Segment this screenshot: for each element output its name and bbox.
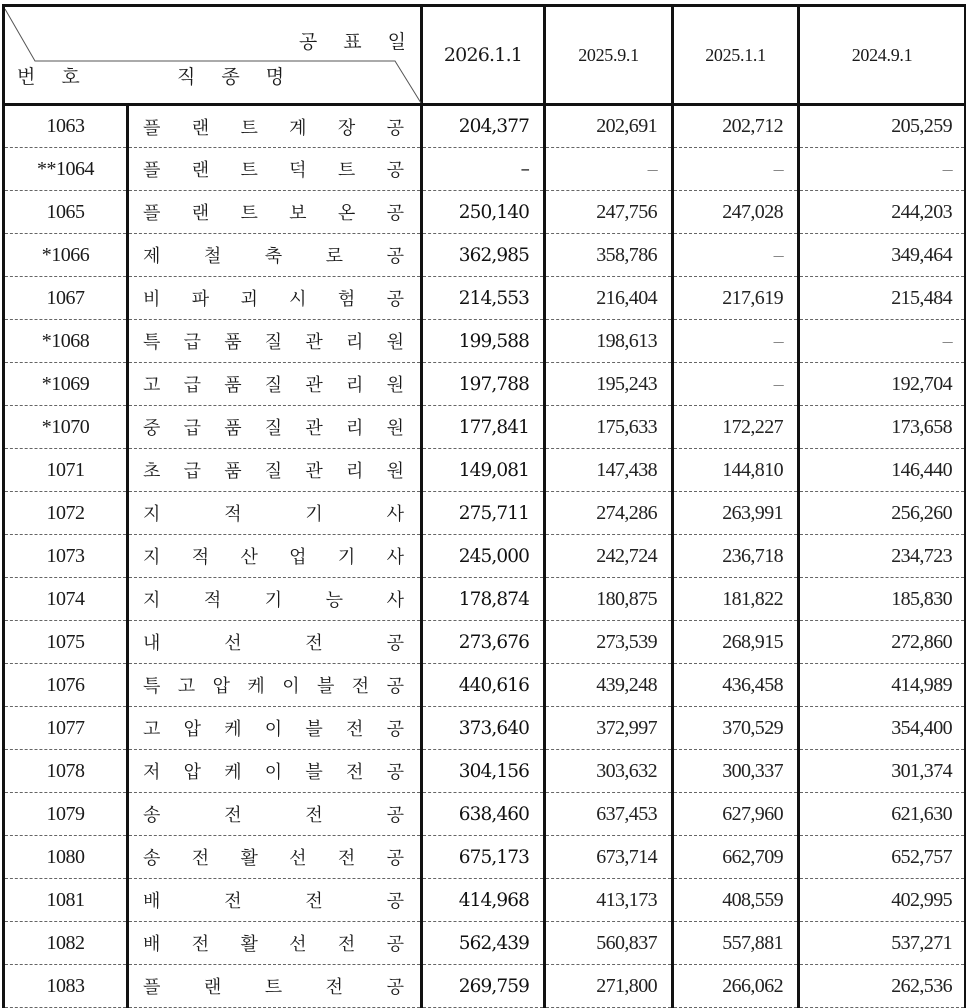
wage-value-2026.1.1: 638,460 xyxy=(422,793,545,836)
job-name-char: 공 xyxy=(386,203,404,224)
wage-value-2025.9.1: 673,714 xyxy=(545,836,673,879)
wage-value-2025.9.1: 242,724 xyxy=(545,535,673,578)
job-name-char: 압 xyxy=(183,719,201,740)
job-name-char: 전 xyxy=(325,977,344,998)
job-name-char: 관 xyxy=(305,418,323,439)
job-number: *1066 xyxy=(4,234,128,277)
job-name-char: 전 xyxy=(337,934,356,955)
wage-value-2025.1.1: 408,559 xyxy=(673,879,799,922)
job-name xyxy=(128,535,422,578)
job-name-char: 리 xyxy=(345,332,364,353)
table-row xyxy=(4,191,966,234)
job-name-char: 송 xyxy=(143,805,161,826)
job-name-char: 괴 xyxy=(240,289,258,310)
job-name-char: 플 xyxy=(143,203,161,224)
job-name-char: 능 xyxy=(325,590,344,611)
job-name-char: 품 xyxy=(224,332,242,353)
job-name xyxy=(128,965,422,1008)
table-row xyxy=(4,320,966,363)
job-name xyxy=(128,793,422,836)
job-number: 1077 xyxy=(4,707,128,750)
wage-value-2026.1.1: 562,439 xyxy=(422,922,545,965)
job-name-char: 공 xyxy=(386,891,404,912)
date-header-2: 2025.9.1 xyxy=(545,6,673,105)
job-name-char: 품 xyxy=(224,418,242,439)
job-name-char: 블 xyxy=(305,762,323,783)
wage-value-2024.9.1: 402,995 xyxy=(799,879,966,922)
wage-value-2025.1.1: – xyxy=(673,148,799,191)
job-number: 1074 xyxy=(4,578,128,621)
wage-value-2025.9.1: 358,786 xyxy=(545,234,673,277)
wage-value-2026.1.1: 177,841 xyxy=(422,406,545,449)
job-name-char: 원 xyxy=(386,461,404,482)
job-name-char: 적 xyxy=(191,547,210,568)
job-name-char: 기 xyxy=(264,590,283,611)
job-name-char: 산 xyxy=(240,547,258,568)
wage-value-2024.9.1: 256,260 xyxy=(799,492,966,535)
job-name-char: 전 xyxy=(305,891,323,912)
wage-value-2025.9.1: 195,243 xyxy=(545,363,673,406)
wage-value-2024.9.1: 621,630 xyxy=(799,793,966,836)
table-row xyxy=(4,750,966,793)
job-name xyxy=(128,191,422,234)
job-name-char: 리 xyxy=(345,461,364,482)
wage-value-2025.9.1: 560,837 xyxy=(545,922,673,965)
wage-value-2025.1.1: 268,915 xyxy=(673,621,799,664)
table-row xyxy=(4,793,966,836)
job-name xyxy=(128,707,422,750)
job-name-char: 이 xyxy=(282,676,300,697)
job-name-char: 전 xyxy=(191,848,210,869)
number-label: 번 호 xyxy=(17,66,90,88)
wage-value-2024.9.1: 301,374 xyxy=(799,750,966,793)
job-name-char: 사 xyxy=(386,547,404,568)
job-number: 1073 xyxy=(4,535,128,578)
job-name-char: 특 xyxy=(143,676,161,697)
job-name-char: 급 xyxy=(183,418,201,439)
job-name-char: 공 xyxy=(386,848,404,869)
job-name-char: 지 xyxy=(143,547,161,568)
job-name-char: 원 xyxy=(386,332,404,353)
wage-value-2025.1.1: 662,709 xyxy=(673,836,799,879)
job-number: 1082 xyxy=(4,922,128,965)
job-name-char: 사 xyxy=(386,590,404,611)
job-name-char: 케 xyxy=(247,676,265,697)
job-name-char: 철 xyxy=(203,246,222,267)
wage-value-2024.9.1: 349,464 xyxy=(799,234,966,277)
job-name-char: 공 xyxy=(386,977,404,998)
table-row xyxy=(4,922,966,965)
wage-value-2025.1.1: 266,062 xyxy=(673,965,799,1008)
date-header-1: 2026.1.1 xyxy=(422,6,545,105)
job-name xyxy=(128,578,422,621)
wage-value-2025.1.1: 263,991 xyxy=(673,492,799,535)
wage-value-2024.9.1: 146,440 xyxy=(799,449,966,492)
job-name-char: 파 xyxy=(191,289,210,310)
job-number: *1070 xyxy=(4,406,128,449)
job-name-char: 지 xyxy=(143,590,161,611)
job-number: 1076 xyxy=(4,664,128,707)
job-name-char: 제 xyxy=(143,246,161,267)
wage-value-2025.9.1: 413,173 xyxy=(545,879,673,922)
job-name-char: 플 xyxy=(143,117,161,139)
job-name xyxy=(128,449,422,492)
wage-value-2024.9.1: 414,989 xyxy=(799,664,966,707)
job-number: *1069 xyxy=(4,363,128,406)
job-number: 1078 xyxy=(4,750,128,793)
job-number: 1075 xyxy=(4,621,128,664)
job-name-char: 랜 xyxy=(191,203,210,224)
job-name xyxy=(128,922,422,965)
job-name-char: 업 xyxy=(289,547,307,568)
table-row xyxy=(4,535,966,578)
wage-value-2026.1.1: 245,000 xyxy=(422,535,545,578)
job-number: 1067 xyxy=(4,277,128,320)
job-number: 1071 xyxy=(4,449,128,492)
job-name-char: 질 xyxy=(264,332,283,353)
job-name-char: 전 xyxy=(224,805,242,826)
wage-value-2024.9.1: 215,484 xyxy=(799,277,966,320)
job-name-char: 케 xyxy=(224,719,242,740)
wage-value-2024.9.1: 192,704 xyxy=(799,363,966,406)
job-name-char: 공 xyxy=(386,160,404,181)
wage-value-2026.1.1: 275,711 xyxy=(422,492,545,535)
wage-value-2025.1.1: 370,529 xyxy=(673,707,799,750)
wage-value-2025.9.1: 216,404 xyxy=(545,277,673,320)
table-row xyxy=(4,277,966,320)
table-row xyxy=(4,707,966,750)
date-header-4: 2024.9.1 xyxy=(799,6,966,105)
job-name-char: 고 xyxy=(143,719,161,740)
wage-value-2025.9.1: 202,691 xyxy=(545,105,673,148)
wage-value-2026.1.1: 362,985 xyxy=(422,234,545,277)
wage-value-2025.1.1: 436,458 xyxy=(673,664,799,707)
wage-value-2025.1.1: – xyxy=(673,234,799,277)
job-name xyxy=(128,836,422,879)
job-name-char: 적 xyxy=(224,504,242,525)
job-name-char: 사 xyxy=(386,504,404,525)
job-name xyxy=(128,406,422,449)
job-name-char: 압 xyxy=(212,676,230,697)
job-name xyxy=(128,277,422,320)
job-name xyxy=(128,750,422,793)
table-row xyxy=(4,406,966,449)
table-row xyxy=(4,363,966,406)
job-name-char: 이 xyxy=(264,719,283,740)
job-name-char: 축 xyxy=(264,246,283,267)
job-name-char: 블 xyxy=(316,676,335,697)
job-name xyxy=(128,105,422,148)
date-header-3: 2025.1.1 xyxy=(673,6,799,105)
job-name-char: 송 xyxy=(143,848,161,869)
job-name-char: 전 xyxy=(224,891,242,912)
job-name-char: 선 xyxy=(289,848,307,869)
wage-value-2025.9.1: 247,756 xyxy=(545,191,673,234)
job-name-char: 공 xyxy=(386,762,404,783)
job-name-char: 질 xyxy=(264,418,283,439)
job-name-char: 공 xyxy=(386,934,404,955)
job-name-char: 초 xyxy=(143,461,161,482)
job-name-char: 덕 xyxy=(289,160,307,181)
job-name-char: 급 xyxy=(183,375,201,396)
wage-value-2025.9.1: 439,248 xyxy=(545,664,673,707)
wage-value-2025.1.1: 300,337 xyxy=(673,750,799,793)
wage-value-2025.9.1: 273,539 xyxy=(545,621,673,664)
job-name-char: 케 xyxy=(224,762,242,783)
job-name-char: 급 xyxy=(183,461,201,482)
job-name-char: 선 xyxy=(224,633,242,654)
wage-value-2025.9.1: 147,438 xyxy=(545,449,673,492)
job-name-char: 공 xyxy=(386,117,404,139)
wage-value-2026.1.1: 269,759 xyxy=(422,965,545,1008)
job-name-char: 블 xyxy=(305,719,323,740)
job-name-char: 비 xyxy=(143,289,161,310)
wage-value-2025.9.1: 372,997 xyxy=(545,707,673,750)
job-name-char: 트 xyxy=(240,203,258,224)
job-name-char: 저 xyxy=(143,762,161,783)
wage-value-2025.1.1: 557,881 xyxy=(673,922,799,965)
wage-value-2026.1.1: 304,156 xyxy=(422,750,545,793)
job-name-label: 직 종 명 xyxy=(177,66,295,88)
job-name-char: 온 xyxy=(337,203,356,224)
wage-value-2026.1.1: 440,616 xyxy=(422,664,545,707)
wage-value-2026.1.1: 204,377 xyxy=(422,105,545,148)
job-name-char: 원 xyxy=(386,418,404,439)
job-name xyxy=(128,664,422,707)
wage-value-2026.1.1: 199,588 xyxy=(422,320,545,363)
job-name-char: 지 xyxy=(143,504,161,525)
wage-value-2024.9.1: 537,271 xyxy=(799,922,966,965)
wage-value-2025.9.1: 274,286 xyxy=(545,492,673,535)
job-name xyxy=(128,148,422,191)
wage-value-2024.9.1: 262,536 xyxy=(799,965,966,1008)
job-name-char: 랜 xyxy=(203,977,222,998)
wage-value-2024.9.1: 652,757 xyxy=(799,836,966,879)
wage-value-2024.9.1: – xyxy=(799,148,966,191)
job-number: 1080 xyxy=(4,836,128,879)
job-name-char: 랜 xyxy=(191,160,210,181)
job-name-char: 기 xyxy=(305,504,323,525)
wage-value-2025.1.1: – xyxy=(673,363,799,406)
job-name-char: 배 xyxy=(143,891,161,912)
wage-value-2024.9.1: 205,259 xyxy=(799,105,966,148)
wage-value-2025.1.1: 236,718 xyxy=(673,535,799,578)
wage-value-2026.1.1: 250,140 xyxy=(422,191,545,234)
job-name-char: 공 xyxy=(386,719,404,740)
wage-value-2025.9.1: 303,632 xyxy=(545,750,673,793)
wage-value-2025.1.1: 627,960 xyxy=(673,793,799,836)
job-name-char: 내 xyxy=(143,633,161,654)
job-name-char: 배 xyxy=(143,934,161,955)
job-name-char: 압 xyxy=(183,762,201,783)
job-number: 1063 xyxy=(4,105,128,148)
wage-value-2026.1.1: 373,640 xyxy=(422,707,545,750)
job-name-char: 장 xyxy=(337,117,356,139)
table-row xyxy=(4,234,966,277)
job-name-char: 전 xyxy=(345,719,364,740)
job-name-char: 원 xyxy=(386,375,404,396)
wage-value-2025.1.1: 172,227 xyxy=(673,406,799,449)
wage-value-2026.1.1: 197,788 xyxy=(422,363,545,406)
wage-value-2025.9.1: 271,800 xyxy=(545,965,673,1008)
wage-value-2024.9.1: 185,830 xyxy=(799,578,966,621)
job-name-char: 트 xyxy=(337,160,356,181)
table-row xyxy=(4,449,966,492)
job-name-char: 험 xyxy=(337,289,356,310)
job-name-char: 고 xyxy=(177,676,196,697)
job-name-char: 선 xyxy=(289,934,307,955)
job-name-char: 시 xyxy=(289,289,307,310)
job-name-char: 공 xyxy=(386,676,404,697)
table-row xyxy=(4,621,966,664)
job-name-char: 중 xyxy=(143,418,161,439)
job-name-char: 이 xyxy=(264,762,283,783)
job-name xyxy=(128,363,422,406)
wage-value-2025.9.1: 198,613 xyxy=(545,320,673,363)
job-number: 1072 xyxy=(4,492,128,535)
corner-header-cell xyxy=(4,6,422,105)
job-number: 1065 xyxy=(4,191,128,234)
job-name-char: 로 xyxy=(325,246,344,267)
wage-value-2024.9.1: 354,400 xyxy=(799,707,966,750)
job-name-char: 전 xyxy=(337,848,356,869)
announce-date-label: 공 표 일 xyxy=(298,31,416,53)
wage-value-2024.9.1: – xyxy=(799,320,966,363)
job-number: 1081 xyxy=(4,879,128,922)
wage-value-2024.9.1: 244,203 xyxy=(799,191,966,234)
table-row xyxy=(4,879,966,922)
table-row xyxy=(4,578,966,621)
job-name-char: 리 xyxy=(345,418,364,439)
job-name-char: 품 xyxy=(224,461,242,482)
job-name xyxy=(128,492,422,535)
table-row xyxy=(4,492,966,535)
job-name-char: 전 xyxy=(191,934,210,955)
wage-value-2025.1.1: 181,822 xyxy=(673,578,799,621)
job-name-char: 공 xyxy=(386,289,404,310)
wage-value-2025.9.1: – xyxy=(545,148,673,191)
job-name xyxy=(128,621,422,664)
job-name-char: 전 xyxy=(345,762,364,783)
job-name-char: 리 xyxy=(345,375,364,396)
table-row xyxy=(4,836,966,879)
wage-value-2026.1.1: – xyxy=(422,148,545,191)
job-name-char: 트 xyxy=(240,160,258,181)
job-name-char: 트 xyxy=(264,977,283,998)
wage-value-2026.1.1: 214,553 xyxy=(422,277,545,320)
wage-value-2026.1.1: 149,081 xyxy=(422,449,545,492)
wage-value-2025.9.1: 175,633 xyxy=(545,406,673,449)
job-name-char: 특 xyxy=(143,332,161,353)
wage-value-2026.1.1: 178,874 xyxy=(422,578,545,621)
wage-value-2024.9.1: 272,860 xyxy=(799,621,966,664)
job-name-char: 관 xyxy=(305,375,323,396)
job-name xyxy=(128,320,422,363)
wage-value-2025.9.1: 637,453 xyxy=(545,793,673,836)
table-body xyxy=(4,105,966,1008)
job-name-char: 전 xyxy=(351,676,370,697)
job-name-char: 전 xyxy=(305,633,323,654)
table-row xyxy=(4,148,966,191)
job-name xyxy=(128,234,422,277)
job-name-char: 전 xyxy=(305,805,323,826)
job-name-char: 공 xyxy=(386,633,404,654)
job-name-char: 적 xyxy=(203,590,222,611)
wage-value-2025.1.1: 202,712 xyxy=(673,105,799,148)
job-name-char: 활 xyxy=(240,848,258,869)
job-name xyxy=(128,879,422,922)
job-name-char: 계 xyxy=(289,117,307,139)
job-name-char: 활 xyxy=(240,934,258,955)
job-name-char: 공 xyxy=(386,246,404,267)
wage-value-2026.1.1: 675,173 xyxy=(422,836,545,879)
wage-value-2025.1.1: – xyxy=(673,320,799,363)
wage-table xyxy=(2,4,966,1008)
job-number: **1064 xyxy=(4,148,128,191)
wage-value-2026.1.1: 414,968 xyxy=(422,879,545,922)
job-name-char: 공 xyxy=(386,805,404,826)
job-name-char: 트 xyxy=(240,117,258,139)
header-row xyxy=(4,6,966,105)
wage-value-2024.9.1: 173,658 xyxy=(799,406,966,449)
table-row xyxy=(4,664,966,707)
job-name-char: 질 xyxy=(264,375,283,396)
wage-value-2025.1.1: 247,028 xyxy=(673,191,799,234)
job-name-char: 관 xyxy=(305,332,323,353)
job-name-char: 관 xyxy=(305,461,323,482)
job-name-char: 고 xyxy=(143,375,161,396)
table-row xyxy=(4,965,966,1008)
wage-value-2024.9.1: 234,723 xyxy=(799,535,966,578)
job-name-char: 보 xyxy=(289,203,307,224)
job-name-char: 랜 xyxy=(191,117,210,139)
job-number: 1079 xyxy=(4,793,128,836)
job-name-char: 플 xyxy=(143,977,161,998)
job-name-char: 기 xyxy=(337,547,356,568)
job-name-char: 플 xyxy=(143,160,161,181)
job-name-char: 급 xyxy=(183,332,201,353)
job-name-char: 품 xyxy=(224,375,242,396)
wage-value-2025.1.1: 144,810 xyxy=(673,449,799,492)
job-number: *1068 xyxy=(4,320,128,363)
table-row xyxy=(4,105,966,148)
wage-value-2025.1.1: 217,619 xyxy=(673,277,799,320)
job-number: 1083 xyxy=(4,965,128,1008)
job-name-char: 질 xyxy=(264,461,283,482)
wage-value-2026.1.1: 273,676 xyxy=(422,621,545,664)
wage-value-2025.9.1: 180,875 xyxy=(545,578,673,621)
